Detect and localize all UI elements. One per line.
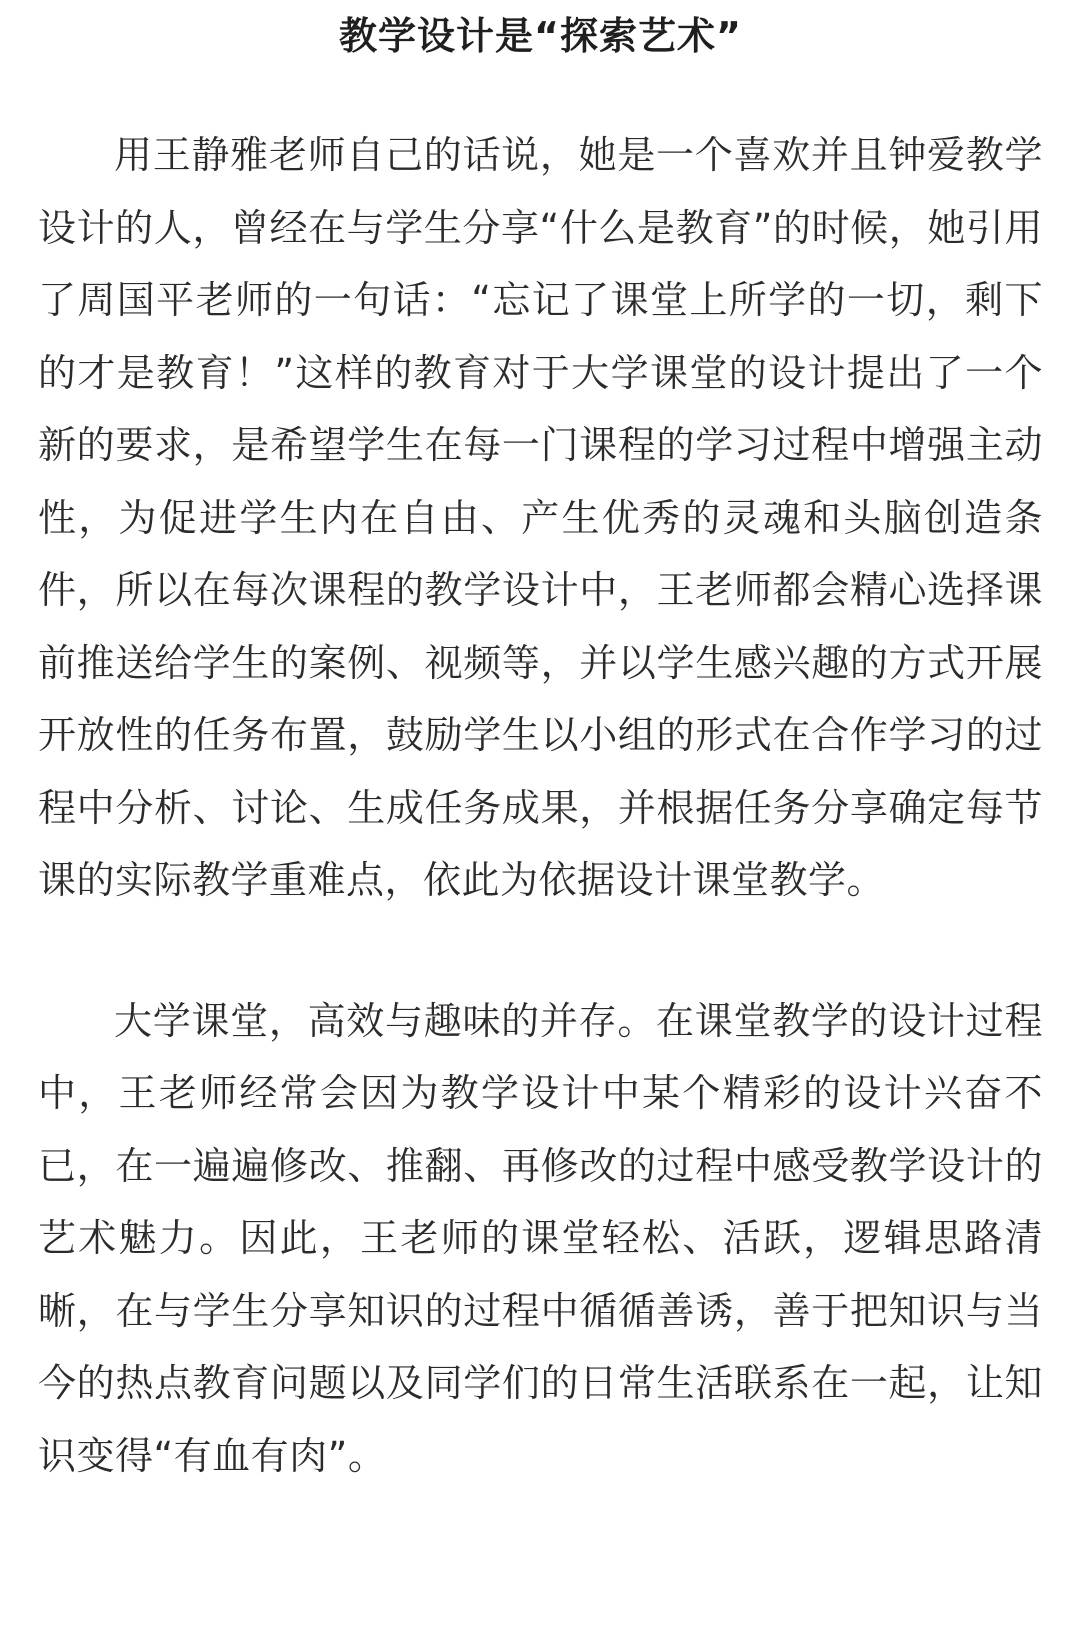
paragraph-1: 用王静雅老师自己的话说，她是一个喜欢并且钟爱教学设计的人，曾经在与学生分享“什么是教育”的时候，她引用了周国平老师的一句话：“忘记了课堂上所学的一切，剩下的才是教育！”这样的教育对于大学课堂的设计提出了一个新的要求，是希望学生在每一门课程的学习过程中增强主动性，为促进学生内在自由、产生优秀的灵魂和头脑创造条件，所以在每次课程的教学设计中，王老师都会精心选择课前推送给学生的案例、视频等，并以学生感兴趣的方式开展开放性的任务布置，鼓励学生以小组的形式在合作学习的过程中分析、讨论、生成任务成果，并根据任务分享确定每节课的实际教学重难点，依此为依据设计课堂教学。 <box>38 133 1043 902</box>
paragraph-2: 大学课堂，高效与趣味的并存。在课堂教学的设计过程中，王老师经常会因为教学设计中某个精彩的设计兴奋不已，在一遍遍修改、推翻、再修改的过程中感受教学设计的艺术魅力。因此，王老师的课堂轻松、活跃，逻辑思路清晰，在与学生分享知识的过程中循循善诱，善于把知识与当今的热点教育问题以及同学们的日常生活联系在一起，让知识变得“有血有肉”。 <box>38 998 1043 1478</box>
article-title: 教学设计是“探索艺术” <box>339 14 742 58</box>
article <box>38 0 1043 1492</box>
